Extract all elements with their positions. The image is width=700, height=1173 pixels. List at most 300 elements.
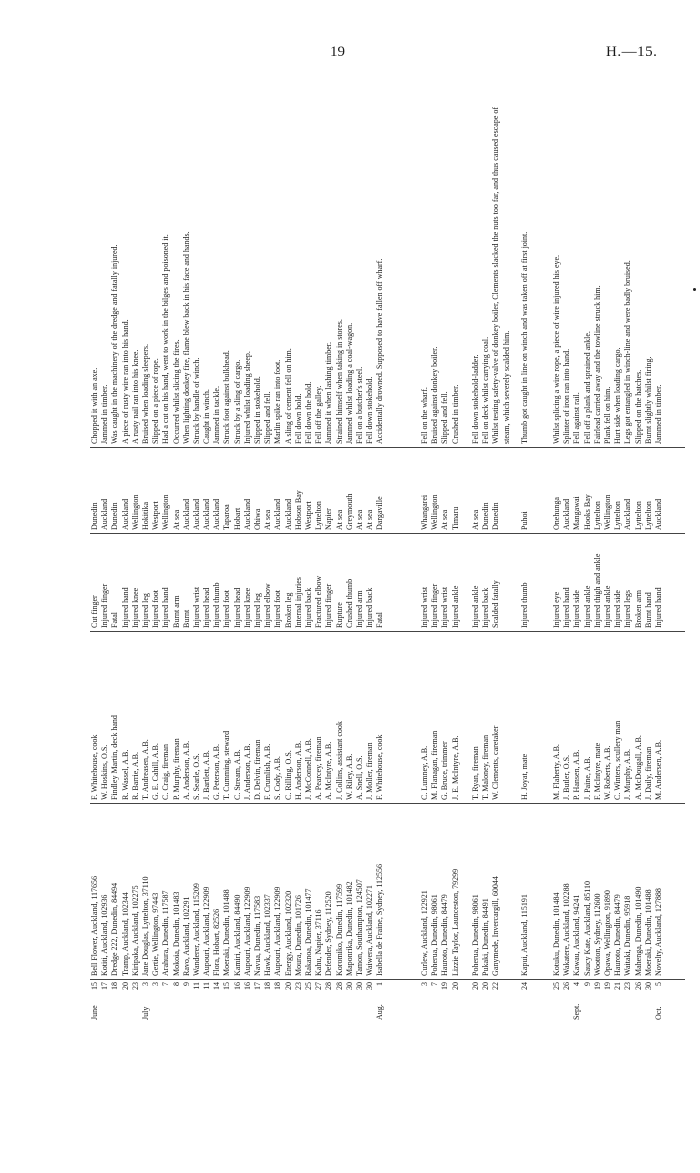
place-cell: Wellington xyxy=(430,494,440,530)
vessel-cell: Aupouri, Auckland, 122909 xyxy=(202,886,212,976)
vessel-cell: Kiripaka, Auckland, 102275 xyxy=(130,885,140,976)
day-cell: 28 xyxy=(324,982,334,990)
place-cell: Dunedin xyxy=(90,502,99,530)
day-cell: 23 xyxy=(293,982,303,990)
vessel-cell: Wootton, Sydney, 112600 xyxy=(592,893,602,976)
injury-cell: Broken arm xyxy=(633,590,643,628)
vessel-cell: Curlew, Auckland, 122921 xyxy=(420,890,429,976)
place-cell: Auckland xyxy=(653,498,663,530)
place-cell: Auckland xyxy=(273,498,283,530)
name-cell: T. Maloney, fireman xyxy=(481,734,491,800)
cause-cell: Accidentally drowned. Supposed to have fallen off wharf. xyxy=(375,258,385,444)
name-cell: T. Cumming, steward xyxy=(222,730,232,800)
cause-cell: Struck by a sling of cargo. xyxy=(232,359,242,444)
injury-cell: Scalded fatally xyxy=(491,580,501,628)
cause-cell: Had a cut on his hand, went to work in the bilges and poisoned it. xyxy=(161,234,171,444)
cause-cell: Jammed in timber. xyxy=(653,384,663,444)
vessel-cell: Poherua, Dunedin, 98061 xyxy=(430,894,440,976)
table-row xyxy=(634,90,644,1020)
table-row xyxy=(243,90,253,1020)
table-row xyxy=(121,90,131,1020)
cause-cell: Fell down stokehold. xyxy=(365,376,375,444)
cause-cell: Struck foot against bulkhead. xyxy=(222,350,232,444)
injury-cell: Injured foot xyxy=(222,590,232,628)
vessel-cell: Wanderer, Auckland, 115209 xyxy=(191,883,201,976)
table-row xyxy=(623,90,633,1020)
injury-cell: Injured legs xyxy=(623,590,633,628)
vessel-cell: Kotiti, Auckland, 102936 xyxy=(100,894,110,976)
injury-cell: Injured back xyxy=(303,587,313,628)
injury-cell: Injured foot xyxy=(273,590,283,628)
table-row xyxy=(552,90,562,1020)
table-row xyxy=(100,90,110,1020)
table-row xyxy=(481,90,491,1020)
injury-cell: Injured hand xyxy=(161,587,171,628)
name-cell: Findley Martin, deck hand xyxy=(110,715,120,800)
injury-cell: Broken leg xyxy=(283,592,293,628)
place-cell: Mangawai xyxy=(572,496,582,530)
place-cell: Wellington xyxy=(130,494,140,530)
stray-mark xyxy=(693,288,696,291)
table-row xyxy=(644,90,654,1020)
table-row xyxy=(161,90,171,1020)
day-cell: 20 xyxy=(120,982,130,990)
cause-cell: Legs got entangled in winch-line and were badly bruised. xyxy=(623,260,633,444)
table-row xyxy=(572,90,582,1020)
cause-cell: Fell off a plank and sprained ankle. xyxy=(582,331,592,444)
injury-cell: Injured thigh and ankle xyxy=(592,553,602,628)
day-cell: 18 xyxy=(273,982,283,990)
place-cell: Wellington xyxy=(161,494,171,530)
day-cell: 5 xyxy=(653,982,663,986)
vessel-cell: Waitaki, Dunedin, 95918 xyxy=(623,895,633,976)
table-row xyxy=(212,90,222,1020)
place-cell: Auckland xyxy=(242,498,252,530)
name-cell: R. Wassel, A.B. xyxy=(120,749,130,800)
vessel-cell: Rakanoa, Dunedin, 101477 xyxy=(303,888,313,976)
injury-cell: Fatal xyxy=(375,612,385,628)
injury-cell: Injured elbow xyxy=(263,583,273,628)
table-row xyxy=(324,90,334,1020)
cause-cell: Caught in winch. xyxy=(202,389,212,444)
day-cell: 8 xyxy=(171,982,181,986)
name-cell: T. Andreasen, A.B. xyxy=(140,739,150,800)
name-cell: A. Snell, O.S. xyxy=(354,755,364,800)
day-cell: 22 xyxy=(491,982,501,990)
name-cell: J. Paine, A.B. xyxy=(582,756,592,800)
name-cell: J. E. McIntyre, A.B. xyxy=(450,735,460,800)
name-cell: C. Winters, scullery man xyxy=(613,720,623,800)
table-row xyxy=(273,90,283,1020)
place-cell: Lyttelton xyxy=(592,501,602,530)
cause-cell: Struck by handle of winch. xyxy=(191,357,201,444)
vessel-cell: Hauroto, Dunedin, 84479 xyxy=(440,894,450,976)
vessel-cell: Wakatere, Auckland, 102288 xyxy=(562,883,572,976)
vessel-cell: Kamiri, Auckland, 84490 xyxy=(232,894,242,976)
day-cell: 30 xyxy=(643,982,653,990)
cause-cell: Jammed in tackle. xyxy=(212,386,222,444)
month-cell: Oct. xyxy=(653,1006,663,1020)
name-cell: J. Moller, fireman xyxy=(365,742,375,800)
month-cell: July xyxy=(140,1006,150,1020)
name-cell: W. Clements, caretaker xyxy=(491,725,501,800)
place-cell: Auckland xyxy=(283,498,293,530)
cause-cell: Injured whilst loading sheep. xyxy=(242,351,252,444)
place-cell: Whangarei xyxy=(420,494,429,530)
place-cell: Auckland xyxy=(562,498,572,530)
day-cell: 9 xyxy=(181,982,191,986)
name-cell: D. Delvin, fireman xyxy=(253,739,262,800)
cause-cell: Fell against rail. xyxy=(572,392,582,444)
injury-cell: Cut finger xyxy=(90,595,99,628)
place-cell: At sea xyxy=(334,509,344,530)
name-cell: G. E. Cahill, A.B. xyxy=(151,743,161,800)
name-cell: J. Murphy, A.B. xyxy=(623,748,633,800)
name-cell: S. Cody, A.B. xyxy=(273,756,283,800)
injury-cell: Fatal xyxy=(110,612,120,628)
table-row xyxy=(375,90,395,1020)
injury-cell: Injured hand xyxy=(120,587,130,628)
place-cell: Timaru xyxy=(450,506,460,530)
table-row xyxy=(202,90,212,1020)
cause-cell: A piece of rusty wire ran into his hand. xyxy=(120,319,130,444)
vessel-cell: Energy, Auckland, 102320 xyxy=(283,890,293,976)
table-row xyxy=(420,90,430,1020)
table-row xyxy=(294,90,304,1020)
place-cell: Auckland xyxy=(202,498,212,530)
cause-cell: Occurred whilst slicing the fires. xyxy=(171,339,181,444)
injury-cell: Injured wrist xyxy=(191,586,201,628)
name-cell: H. Anderson, A.B. xyxy=(293,740,303,800)
place-cell: Auckland xyxy=(623,498,633,530)
table-row xyxy=(451,90,471,1020)
vessel-cell: Tamon, Southampton, 124507 xyxy=(354,879,364,976)
name-cell: H. Joyat, mate xyxy=(520,753,529,800)
cause-cell: Slipped and fell. xyxy=(440,391,450,444)
injury-cell: Injured back xyxy=(365,587,375,628)
injury-cell: Injured ankle xyxy=(450,585,460,628)
vessel-cell: Aupouri, Auckland, 122909 xyxy=(273,886,283,976)
day-cell: 24 xyxy=(520,982,529,990)
table-group xyxy=(520,90,530,1020)
vessel-cell: Aupouri, Auckland, 122909 xyxy=(242,886,252,976)
injury-cell: Injured finger xyxy=(430,583,440,628)
place-cell: Auckland xyxy=(212,498,222,530)
name-cell: J. Anderson, A.B. xyxy=(242,743,252,800)
day-cell: 15 xyxy=(222,982,232,990)
cause-cell: Chopped it with an axe. xyxy=(90,367,99,444)
day-cell: 18 xyxy=(263,982,273,990)
place-cell: Onehunga xyxy=(552,497,561,530)
place-cell: At sea xyxy=(470,509,480,530)
injury-cell: Injured foot xyxy=(151,590,161,628)
vessel-cell: Kotuku, Dunedin, 101484 xyxy=(552,892,561,976)
day-cell: 19 xyxy=(440,982,450,990)
name-cell: J. Bartlett, A.B. xyxy=(202,750,212,800)
cause-cell: A sling of cement fell on him. xyxy=(283,348,293,444)
day-cell: 15 xyxy=(90,982,99,990)
place-cell: Auckland xyxy=(191,498,201,530)
table-row xyxy=(192,90,202,1020)
place-cell: Lyttelton xyxy=(633,501,643,530)
cause-cell: Fell down hold. xyxy=(293,393,303,444)
injury-cell: Burnt xyxy=(181,609,191,628)
injury-cell: Injured knee xyxy=(242,587,252,628)
name-cell: A. Anderson, A.B. xyxy=(181,740,191,800)
cause-cell: Fell down the hold. xyxy=(303,381,313,444)
cause-cell: Fell off the galley. xyxy=(314,385,324,444)
day-cell: 9 xyxy=(582,982,592,986)
table-row xyxy=(182,90,192,1020)
name-cell: M. Flanagan, fireman xyxy=(430,730,440,800)
cause-cell: Fell down stokehold-ladder. xyxy=(470,354,480,444)
cause-cell: Fell on the wharf. xyxy=(420,387,429,444)
injury-cell: Rupture xyxy=(334,602,344,628)
injury-cell: Internal injuries xyxy=(293,577,303,628)
cause-cell: Slipped on a piece of rope. xyxy=(151,358,161,444)
cause-cell: When lighting donkey fire, flame blew back in his face and hands. xyxy=(181,231,191,444)
cause-cell: Was caught in the machinery of the dredge and fatally injured. xyxy=(110,244,120,444)
place-cell: Dunedin xyxy=(110,502,120,530)
place-cell: Puhoi xyxy=(520,511,529,530)
table-row xyxy=(471,90,481,1020)
day-cell: 17 xyxy=(100,982,110,990)
day-cell: 7 xyxy=(430,982,440,986)
place-cell: Wellington xyxy=(602,494,612,530)
vessel-cell: Isabella de Fraine, Sydney, 112556 xyxy=(375,863,385,976)
table-group xyxy=(90,90,396,1020)
place-cell: Ohiwa xyxy=(253,508,262,530)
vessel-cell: Waiwera, Auckland, 102271 xyxy=(365,885,375,976)
table-row xyxy=(233,90,243,1020)
injury-cell: Injured ankle xyxy=(470,585,480,628)
table-row xyxy=(430,90,440,1020)
place-cell: At sea xyxy=(354,509,364,530)
name-cell: F. McIntyre, mate xyxy=(592,742,602,800)
name-cell: P. Hansen, A.B. xyxy=(572,749,582,800)
table-row xyxy=(365,90,375,1020)
place-cell: Auckland xyxy=(181,498,191,530)
table-row xyxy=(491,90,511,1020)
month-cell: Sept. xyxy=(572,1003,582,1020)
day-cell: 20 xyxy=(470,982,480,990)
injury-cell: Burnt arm xyxy=(171,595,181,628)
day-cell: 20 xyxy=(450,982,460,990)
name-cell: P. Murphy, fireman xyxy=(171,738,181,800)
cause-cell: Slipped on the hatches. xyxy=(633,369,643,444)
table-row xyxy=(141,90,151,1020)
place-cell: Lyttelton xyxy=(643,501,653,530)
name-cell: G. Bruce, trimmer xyxy=(440,741,450,800)
name-cell: F. Crumlish, A.B. xyxy=(263,743,273,800)
name-cell: R. Barrie, A.B. xyxy=(130,752,140,800)
injury-cell: Injured back xyxy=(481,587,491,628)
injury-cell: Injured head xyxy=(232,587,242,628)
day-cell: 25 xyxy=(303,982,313,990)
day-cell: 19 xyxy=(592,982,602,990)
cause-cell: Plank fell on him. xyxy=(602,386,612,444)
name-cell: J. Collins, assistant cook xyxy=(334,721,344,800)
place-cell: Greymouth xyxy=(344,493,354,530)
table-row xyxy=(304,90,314,1020)
injury-cell: Injured head xyxy=(202,587,212,628)
day-cell: 27 xyxy=(314,982,324,990)
injury-cell: Injured ankle xyxy=(602,585,612,628)
name-cell: F. Whitehouse, cook xyxy=(375,734,385,800)
day-cell: 26 xyxy=(633,982,643,990)
table-row xyxy=(263,90,273,1020)
vessel-cell: Gertie, Wellington, 97443 xyxy=(151,892,161,976)
injury-cell: Fractured elbow xyxy=(314,575,324,628)
cause-cell: Jammed whilst loading a coal-wagon. xyxy=(344,322,354,444)
place-cell: At sea xyxy=(365,509,375,530)
cause-cell: Jammed in timber. xyxy=(100,384,110,444)
injury-cell: Injured leg xyxy=(253,593,262,628)
day-cell: 3 xyxy=(140,982,150,986)
vessel-cell: Dredge 222, Dunedin, 84494 xyxy=(110,882,120,976)
vessel-cell: Pukaki, Dunedin, 84491 xyxy=(481,898,491,976)
name-cell: J. Butler, O.S. xyxy=(562,754,572,800)
vessel-cell: Lizzie Taylor, Launceston, 79299 xyxy=(450,868,460,976)
month-cell: Aug. xyxy=(375,1004,385,1020)
table-row xyxy=(131,90,141,1020)
table-row xyxy=(583,90,593,1020)
table-row xyxy=(151,90,161,1020)
day-cell: 17 xyxy=(253,982,262,990)
name-cell: G. Peterson, A.B. xyxy=(212,744,222,800)
day-cell: 4 xyxy=(572,982,582,986)
table-group xyxy=(420,90,512,1020)
table-row xyxy=(654,90,664,1020)
page-number: 19 xyxy=(330,44,345,60)
table-row xyxy=(440,90,450,1020)
day-cell: 30 xyxy=(365,982,375,990)
injury-cell: Injured arm xyxy=(354,590,364,628)
day-cell: 14 xyxy=(212,982,222,990)
table-row xyxy=(335,90,345,1020)
vessel-cell: Maponrika, Dunedin, 101482 xyxy=(344,881,354,976)
place-cell: Westport xyxy=(303,501,313,530)
injury-cell: Injured finger xyxy=(324,583,334,628)
cause-cell: Fell on a butcher's steel. xyxy=(354,366,364,444)
cause-cell: Slipped in stokehold. xyxy=(253,376,262,444)
place-cell: Taparoa xyxy=(222,504,232,530)
cause-cell: Burnt slightly whilst firing. xyxy=(643,356,653,444)
day-cell: 30 xyxy=(354,982,364,990)
injury-cell: Burnt hand xyxy=(643,592,653,628)
cause-cell: Whilst splicing a wire rope, a piece of wire injured his eye. xyxy=(552,254,561,444)
name-cell: A. McDougall, A.B. xyxy=(633,735,643,800)
cause-cell: A rusty nail ran into his knee. xyxy=(130,349,140,444)
day-cell: 20 xyxy=(283,982,293,990)
table-row xyxy=(562,90,572,1020)
vessel-cell: Bell Flower, Auckland, 117656 xyxy=(90,875,99,976)
table-row xyxy=(613,90,623,1020)
place-cell: At sea xyxy=(263,509,273,530)
vessel-cell: Ganymede, Invercargill, 60044 xyxy=(491,876,501,976)
day-cell: 11 xyxy=(202,982,212,990)
place-cell: Hobart xyxy=(232,507,242,530)
day-cell: 30 xyxy=(344,982,354,990)
place-cell: At sea xyxy=(440,509,450,530)
injury-cell: Injured ankle xyxy=(582,585,592,628)
day-cell: 3 xyxy=(151,982,161,986)
cause-cell: Bruised against donkey boiler. xyxy=(430,346,440,444)
table-row xyxy=(520,90,530,1020)
place-cell: Lyttelton xyxy=(314,501,324,530)
page-code: H.—15. xyxy=(606,44,658,60)
day-cell: 25 xyxy=(552,982,561,990)
place-cell: Hobson Bay xyxy=(293,490,303,530)
vessel-cell: Hauroto, Dunedin, 84479 xyxy=(613,894,623,976)
name-cell: W. Roberts, A.B. xyxy=(602,745,612,800)
table-row xyxy=(314,90,324,1020)
place-cell: Lyttelton xyxy=(613,501,623,530)
name-cell: J. McConnell, A.B. xyxy=(303,738,313,800)
place-cell: Westport xyxy=(151,501,161,530)
vessel-cell: Moeraki, Dunedin, 101488 xyxy=(222,889,232,976)
place-cell: Hooks Bay xyxy=(582,494,592,530)
day-cell: 20 xyxy=(481,982,491,990)
table-row xyxy=(345,90,355,1020)
table-row xyxy=(90,90,100,1020)
table-row xyxy=(284,90,294,1020)
day-cell: 19 xyxy=(602,982,612,990)
injury-cell: Crushed thumb xyxy=(344,578,354,628)
vessel-cell: Poherua, Dunedin, 98061 xyxy=(470,894,480,976)
injury-cell: Injured hand xyxy=(653,587,663,628)
injury-cell: Injured knee xyxy=(130,587,140,628)
day-cell: 7 xyxy=(161,982,171,986)
table-row xyxy=(253,90,263,1020)
name-cell: J. Daily, fireman xyxy=(643,746,653,800)
injury-cell: Injured wrist xyxy=(440,586,450,628)
name-cell: C. Lumney, A.B. xyxy=(420,745,429,800)
day-cell: 16 xyxy=(232,982,242,990)
injury-cell: Injured leg xyxy=(140,593,150,628)
cause-cell: Slipped and fell. xyxy=(263,391,273,444)
vessel-cell: Moeraki, Dunedin, 101488 xyxy=(643,889,653,976)
place-cell: Auckland xyxy=(100,498,110,530)
day-cell: 18 xyxy=(110,982,120,990)
cause-cell: Fairlead carried away and the towline struck him. xyxy=(592,285,602,444)
cause-cell: Fell on deck whilst carrying coal. xyxy=(481,336,491,444)
cause-cell: Strained himself when taking in stores. xyxy=(334,319,344,444)
name-cell: A. McIntyre, A.B. xyxy=(324,741,334,800)
place-cell: At sea xyxy=(171,509,181,530)
place-cell: Napier xyxy=(324,508,334,530)
vessel-cell: Hawk, Auckland, 102337 xyxy=(263,894,273,976)
table-row xyxy=(222,90,232,1020)
vessel-cell: Jane Douglas, Lyttelton, 37110 xyxy=(140,876,150,976)
table-group xyxy=(552,90,664,1020)
cause-cell: Bruised when loading sleepers. xyxy=(140,344,150,444)
cause-cell: Crushed in timber. xyxy=(450,384,460,444)
day-cell: 21 xyxy=(613,982,623,990)
day-cell: 16 xyxy=(242,982,252,990)
vessel-cell: Ravo, Auckland, 102291 xyxy=(181,896,191,976)
day-cell: 3 xyxy=(420,982,429,986)
cause-cell: Jammed it when lashing timber. xyxy=(324,342,334,444)
table-row xyxy=(603,90,613,1020)
injury-cell: Injured eye xyxy=(552,591,561,628)
name-cell: F. Whitehouse, cook xyxy=(90,734,99,800)
name-cell: A. Pearcey, fireman xyxy=(314,736,324,800)
place-cell: Dunedin xyxy=(481,502,491,530)
day-cell: 11 xyxy=(191,982,201,990)
name-cell: C. Craig, fireman xyxy=(161,744,171,800)
table-row xyxy=(355,90,365,1020)
